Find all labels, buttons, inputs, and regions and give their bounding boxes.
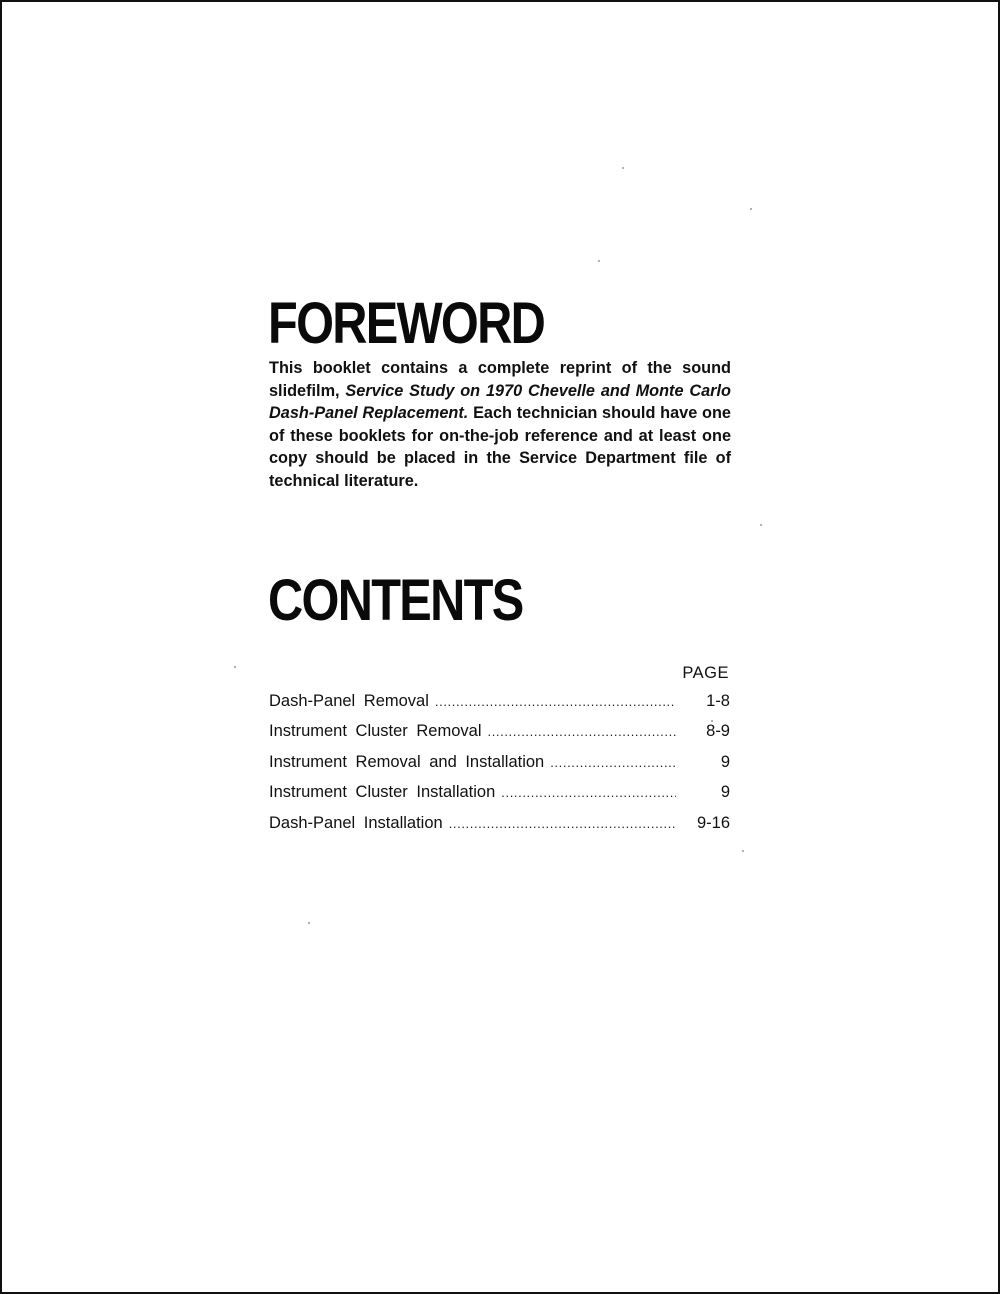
dot-leader [550,755,676,770]
foreword-text-rest: Each technician should have one of these booklets for on-the-job reference and at least one copy should be placed in the Service Department file of technical literature. [269,404,731,490]
toc-entry-dash-panel-installation [269,814,730,844]
scan-speck [760,524,762,526]
toc-entry-page: 8-9 [706,722,730,741]
toc-entry-title: Instrument Cluster Removal [269,722,482,741]
scan-speck [234,666,236,668]
foreword-paragraph [269,357,731,493]
page-column-label: PAGE [682,664,729,682]
toc-entry-title: Dash-Panel Installation [269,813,443,832]
table-of-contents [269,692,730,844]
scan-speck [742,850,744,852]
toc-entry-dash-panel-removal [269,692,730,722]
toc-entry-page: 9 [720,783,730,802]
dot-leader [449,816,676,831]
dot-leader [501,785,676,800]
toc-entry-page: 1-8 [706,692,730,710]
scan-speck [308,922,310,924]
toc-entry-instrument-cluster-installation [269,783,730,813]
scan-speck [750,208,752,210]
toc-entry-instrument-cluster-removal [269,722,730,752]
toc-entry-instrument-removal-installation [269,753,730,783]
toc-entry-page: 9-16 [696,813,730,832]
scan-speck [598,260,600,262]
slidefilm-title: Service Study on 1970 Chevelle and Monte Carlo Dash-Panel Replacement. [269,381,731,423]
foreword-text-intro: This booklet contains a complete reprint of the sound slidefilm, [269,359,731,400]
scan-speck [622,167,624,169]
dot-leader [435,694,676,709]
foreword-heading: FOREWORD [268,291,545,356]
contents-heading: CONTENTS [268,568,523,633]
toc-entry-title: Dash-Panel Removal [269,692,429,710]
toc-entry-page: 9 [720,752,730,771]
toc-entry-title: Instrument Cluster Installation [269,783,496,802]
dot-leader [488,724,677,739]
toc-entry-title: Instrument Removal and Installation [269,752,545,771]
